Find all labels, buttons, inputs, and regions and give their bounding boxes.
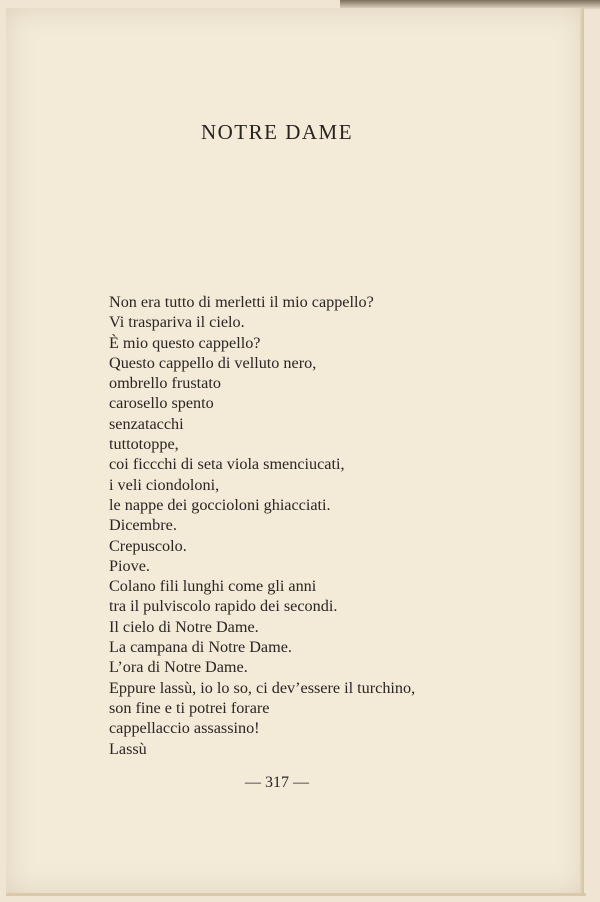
poem-line: Il cielo di Notre Dame. (109, 617, 259, 636)
paper-page (6, 8, 584, 894)
poem-line: Non era tutto di merletti il mio cappello? (109, 293, 374, 311)
poem-line: le nappe dei goccioloni ghiacciati. (109, 495, 331, 514)
poem-line: i veli ciondoloni, (109, 475, 220, 494)
poem-line: Questo cappello di velluto nero, (109, 353, 317, 372)
poem-line: son fine e ti potrei forare (109, 698, 270, 717)
poem-line: coi ficcchi di seta viola smenciucati, (109, 455, 345, 474)
poem-line: carosello spento (109, 394, 214, 413)
poem-line: Vi traspariva il cielo. (109, 313, 245, 332)
poem-line: L’ora di Notre Dame. (109, 658, 248, 677)
poem-line: Eppure lassù, io lo so, ci dev’essere il turchino, (109, 678, 416, 697)
page-title: NOTRE DAME (200, 120, 354, 144)
poem-line: È mio questo cappello? (109, 333, 261, 352)
poem-line: tra il pulviscolo rapido dei secondi. (109, 597, 338, 616)
poem-line: cappellaccio assassino! (109, 719, 260, 738)
poem-text (109, 292, 559, 759)
poem-line: Colano fili lunghi come gli anni (109, 577, 317, 596)
page-edge (580, 8, 584, 894)
page-number: — 317 — (245, 774, 309, 791)
poem-line: senzatacchi (109, 414, 184, 433)
poem-line: tuttotoppe, (109, 435, 179, 454)
poem-line: ombrello frustato (109, 374, 221, 393)
poem-line: Crepuscolo. (109, 536, 187, 555)
poem-line: Piove. (109, 556, 150, 575)
poem-line: La campana di Notre Dame. (109, 638, 292, 657)
poem-line: Dicembre. (109, 516, 177, 535)
page-bottom-edge (6, 893, 586, 896)
poem-line: Lassù (109, 739, 147, 758)
